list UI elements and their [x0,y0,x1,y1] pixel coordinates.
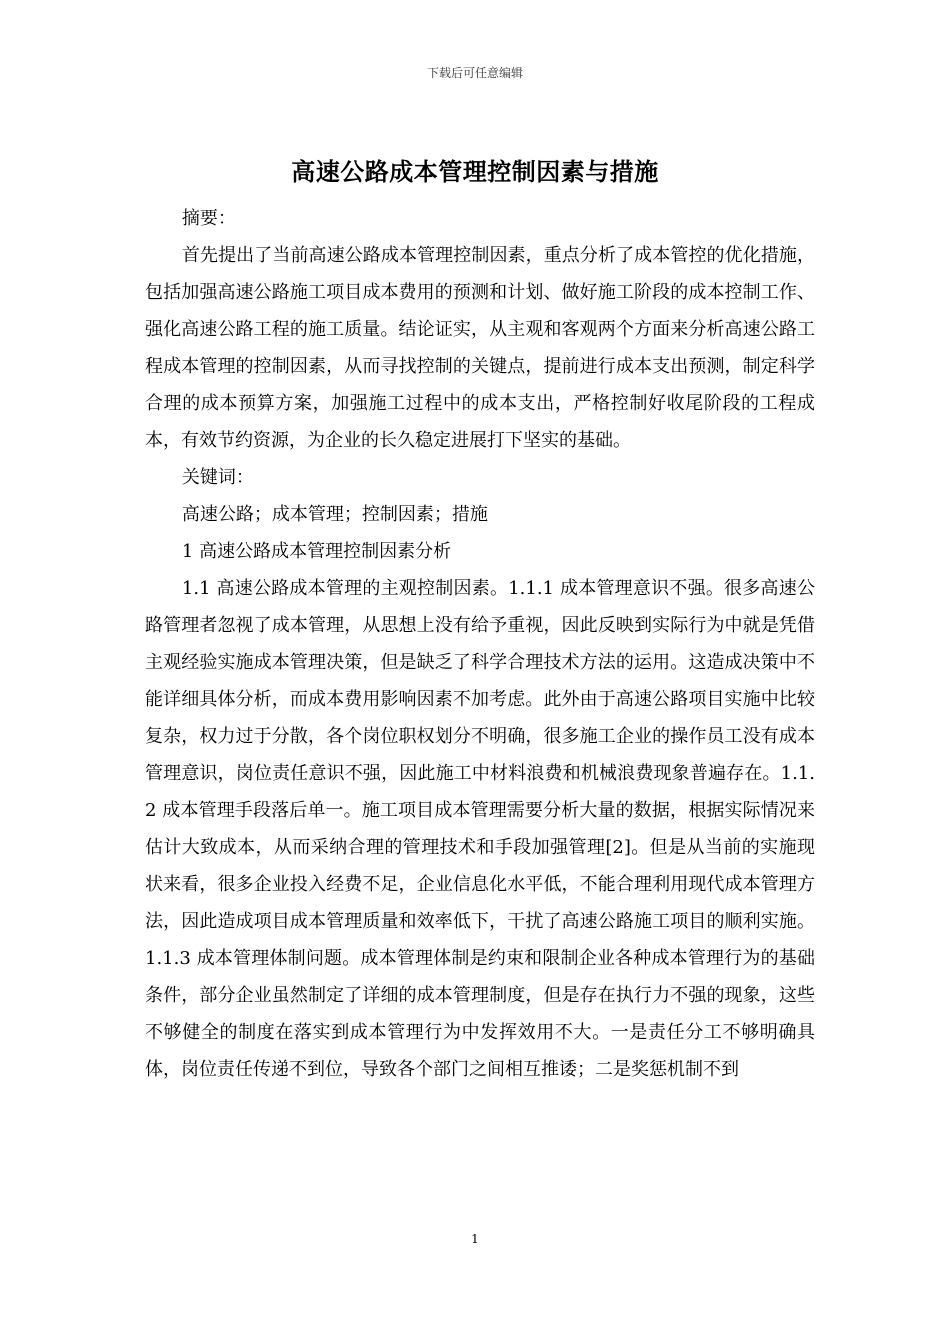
keywords-label: 关键词： [181,467,254,488]
section-heading: 1 高速公路成本管理控制因素分析 [181,541,452,562]
page-number: 1 [471,1232,479,1246]
document-title: 高速公路成本管理控制因素与措施 [291,158,659,186]
abstract-label: 摘要： [181,208,236,229]
keywords-text: 高速公路；成本管理；控制因素；措施 [181,504,488,525]
header-note: 下载后可任意编辑 [426,66,523,80]
abstract-text: 首先提出了当前高速公路成本管理控制因素，重点分析了成本管控的优化措施，包括加强高速公路施工项目成本费用的预测和计划、做好施工阶段的成本控制工作、强化高速公路工程的施工质量。结论证实，从主观和客观两个方面来分析高速公路工程成本管理的控制因素，从而寻找控制的关键点，提前进行成本支出预测，制定科学合理的成本预算方案，加强施工过程中的成本支出，严格控制好收尾阶段的工程成本，有效节约资源，为企业的长久稳定进展打下坚实的基础。 [145,245,815,451]
document-body [145,200,815,1088]
section-paragraph: 1.1 高速公路成本管理的主观控制因素。1.1.1 成本管理意识不强。很多高速公路管理者忽视了成本管理，从思想上没有给予重视，因此反映到实际行为中就是凭借主观经验实施成本管理决策，但是缺乏了科学合理技术方法的运用。这造成决策中不能详细具体分析，而成本费用影响因素不加考虑。此外由于高速公路项目实施中比较复杂，权力过于分散，各个岗位职权划分不明确，很多施工企业的操作员工没有成本管理意识，岗位责任意识不强，因此施工中材料浪费和机械浪费现象普遍存在。1.1.2 成本管理手段落后单一。施工项目成本管理需要分析大量的数据，根据实际情况来估计大致成本，从而采纳合理的管理技术和手段加强管理[2]。但是从当前的实施现状来看，很多企业投入经费不足，企业信息化水平低，不能合理利用现代成本管理方法，因此造成项目成本管理质量和效率低下，干扰了高速公路施工项目的顺利实施。1.1.3 成本管理体制问题。成本管理体制是约束和限制企业各种成本管理行为的基础条件，部分企业虽然制定了详细的成本管理制度，但是存在执行力不强的现象，这些不够健全的制度在落实到成本管理行为中发挥效用不大。一是责任分工不够明确具体，岗位责任传递不到位，导致各个部门之间相互推诿；二是奖惩机制不到 [145,578,815,1080]
